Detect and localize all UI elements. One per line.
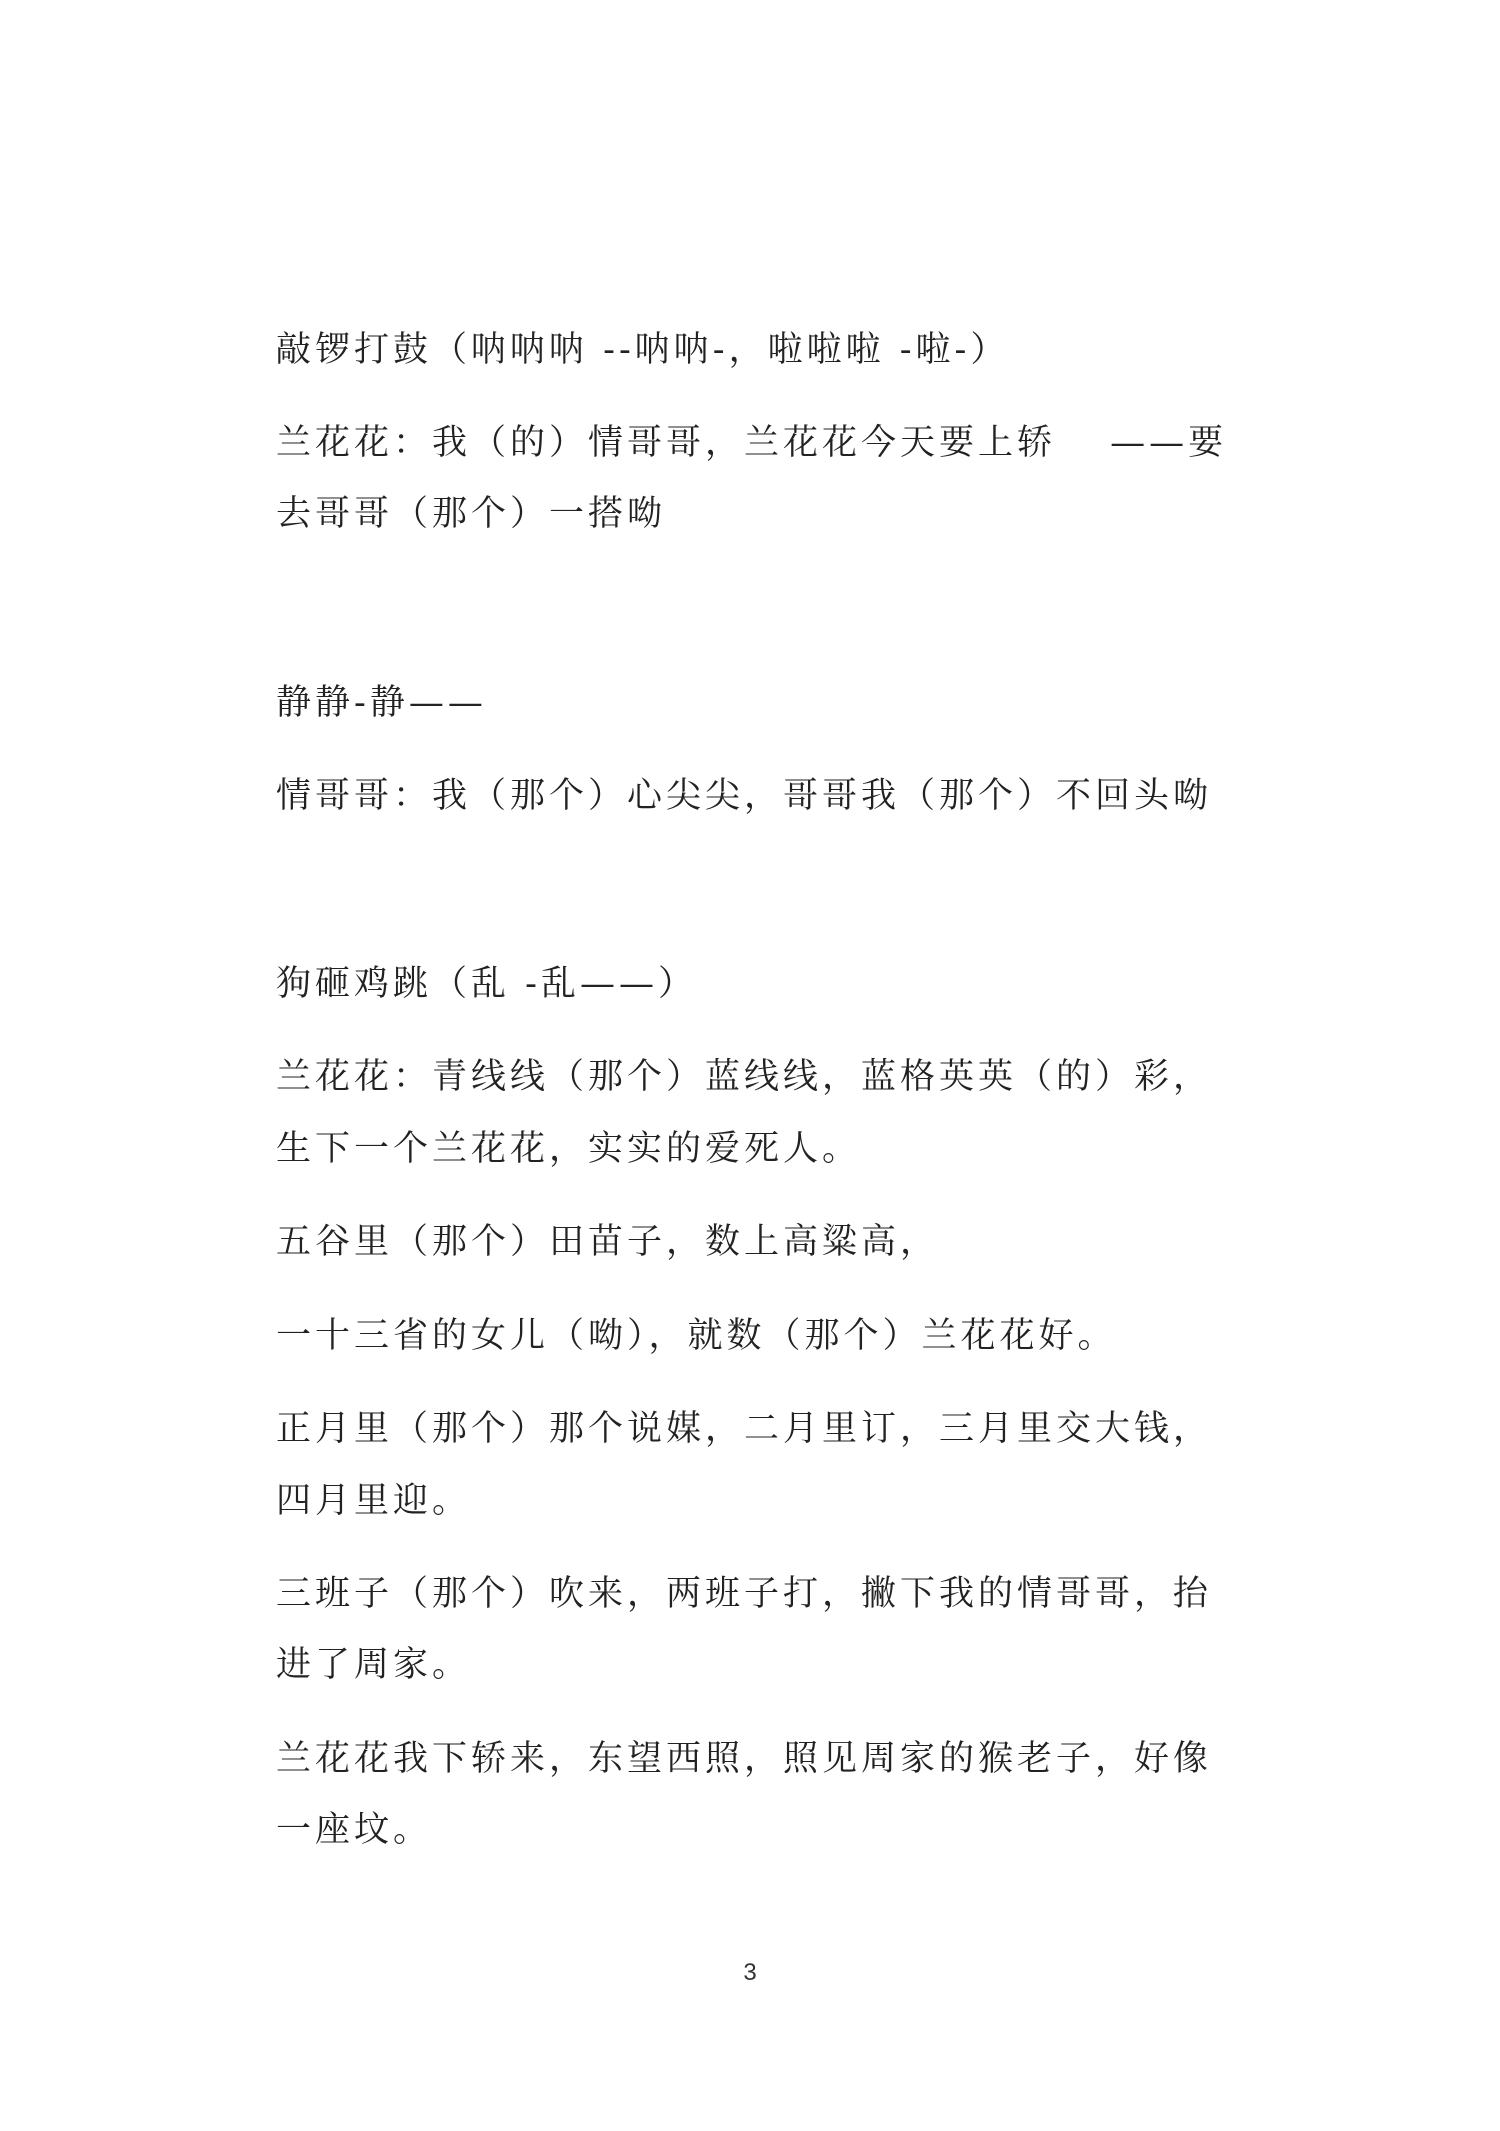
text-line-15: 兰花花我下轿来，东望西照，照见周家的猴老子，好像 bbox=[276, 1739, 1213, 1779]
text-line-10: 一十三省的女儿（呦），就数（那个）兰花花好。 bbox=[276, 1316, 1117, 1356]
text-line-13: 三班子（那个）吹来，两班子打，撇下我的情哥哥，抬 bbox=[276, 1574, 1213, 1614]
text-line-1: 敲锣打鼓（呐呐呐 --呐呐-，啦啦啦 -啦-） bbox=[276, 330, 1010, 370]
text-line-2: 兰花花：我（的）情哥哥，兰花花今天要上轿 ——要 bbox=[276, 423, 1228, 463]
text-line-11: 正月里（那个）那个说媒，二月里订，三月里交大钱， bbox=[276, 1409, 1213, 1449]
text-line-16: 一座坟。 bbox=[276, 1810, 433, 1850]
text-line-5: 情哥哥：我（那个）心尖尖，哥哥我（那个）不回头呦 bbox=[276, 776, 1213, 816]
text-line-12: 四月里迎。 bbox=[276, 1481, 472, 1521]
text-line-4: 静静-静—— bbox=[276, 683, 487, 723]
text-line-14: 进了周家。 bbox=[276, 1645, 472, 1685]
text-line-6: 狗砸鸡跳（乱 -乱——） bbox=[276, 964, 697, 1004]
text-line-9: 五谷里（那个）田苗子，数上高粱高， bbox=[276, 1222, 940, 1262]
text-line-7: 兰花花：青线线（那个）蓝线线，蓝格英英（的）彩， bbox=[276, 1057, 1213, 1097]
text-line-8: 生下一个兰花花，实实的爱死人。 bbox=[276, 1129, 862, 1169]
text-line-3: 去哥哥（那个）一搭呦 bbox=[276, 494, 667, 534]
page-number: 3 bbox=[743, 1959, 757, 1986]
